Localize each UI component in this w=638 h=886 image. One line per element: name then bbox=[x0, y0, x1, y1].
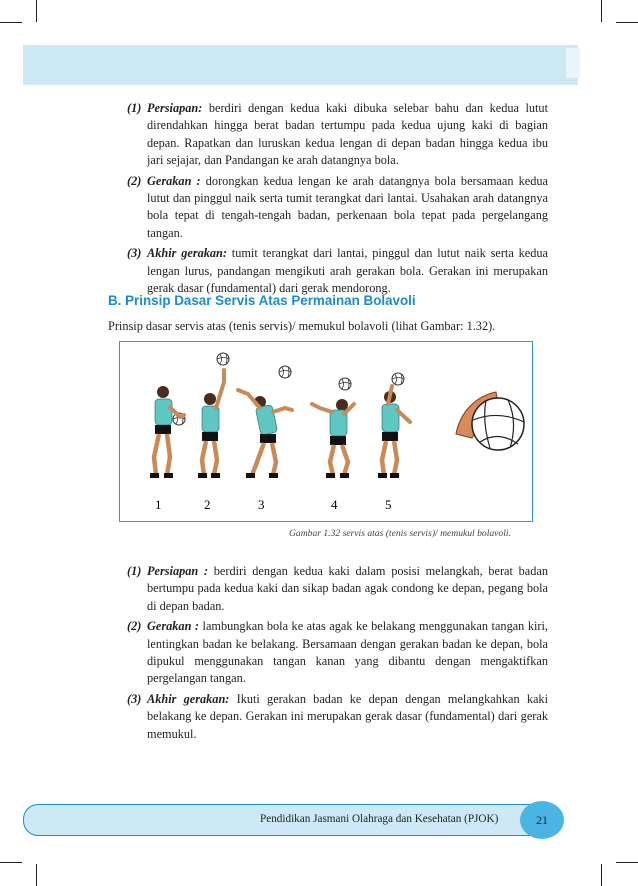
player-figure-4 bbox=[312, 399, 354, 478]
step-number: (2) bbox=[127, 619, 142, 634]
step-text: lambungkan bola ke atas agak ke belakang menggunakan tangan kiri, lentingkan badan ke belakang. Bersamaan dengan gerakan badan ke depan, bola dipukul menggunakan tangan kanan yang dibantu dengan mengaktifkan pergelangan tangan. bbox=[147, 619, 548, 686]
step-heading: Akhir gerakan: bbox=[147, 246, 227, 261]
step-label-3: 3 bbox=[258, 497, 265, 512]
list-item bbox=[128, 563, 548, 615]
step-label-2: 2 bbox=[204, 497, 211, 512]
step-text: berdiri dengan kedua kaki dalam posisi melangkah, berat badan bertumpu pada kedua kaki dan sikap badan agak condong ke depan, pegang bola di depan badan. bbox=[147, 564, 548, 613]
crop-mark bbox=[601, 864, 602, 886]
list-item bbox=[128, 691, 548, 743]
ball-icon bbox=[339, 378, 351, 390]
hand-hitting-ball-closeup bbox=[456, 392, 524, 450]
step-heading: Akhir gerakan: bbox=[147, 691, 230, 706]
step-label-1: 1 bbox=[155, 497, 162, 512]
page-number: 21 bbox=[536, 812, 548, 827]
step-number: (1) bbox=[127, 101, 142, 115]
footer-title: Pendidikan Jasmani Olahraga dan Kesehatan (PJOK) bbox=[260, 813, 499, 825]
step-heading: Persiapan : bbox=[147, 564, 209, 578]
step-text: Ikuti gerakan badan ke depan dengan melangkahkan kaki belakang ke depan. Gerakan ini merupakan gerak dasar (fundamental) dari gerak memukul. bbox=[147, 691, 548, 741]
crop-mark bbox=[616, 862, 638, 863]
figure-caption: Gambar 1.32 servis atas (tenis servis)/ memukul bolavoli. bbox=[289, 528, 511, 539]
header-band bbox=[23, 45, 578, 85]
step-heading: Persiapan: bbox=[147, 101, 203, 115]
step-text: dorongkan kedua lengan ke arah datangnya bola bersamaan kedua lutut dan pinggul naik serta tumit terangkat dari lantai. Usahakan arah datangnya bola tepat di tengah-tengah badan, perkenaan bola tepat pada pergelangang tangan. bbox=[147, 173, 548, 240]
player-figure-5 bbox=[378, 386, 410, 478]
list-item bbox=[128, 618, 548, 688]
list-item bbox=[128, 245, 548, 297]
ball-icon bbox=[279, 366, 291, 378]
section-b-steps bbox=[128, 563, 548, 746]
player-figure-2 bbox=[198, 370, 224, 478]
list-item bbox=[128, 173, 548, 243]
step-number: (2) bbox=[127, 173, 142, 188]
section-intro: Prinsip dasar servis atas (tenis servis)/ memukul bolavoli (lihat Gambar: 1.32). bbox=[108, 319, 496, 333]
crop-mark bbox=[601, 0, 602, 22]
step-text: berdiri dengan kedua kaki dibuka selebar bahu dan kedua lutut direndahkan hingga berat badan tertumpu pada kedua ujung kaki di bagian depan. Rapatkan dan luruskan kedua lengan di depan badan hingga kedua ibu jari sejajar, dan Pandangan ke arah datangnya bola. bbox=[147, 101, 548, 168]
crop-mark bbox=[616, 22, 638, 23]
step-number: (3) bbox=[127, 691, 142, 706]
step-label-5: 5 bbox=[385, 497, 392, 512]
step-number: (3) bbox=[127, 246, 142, 261]
section-heading: B. Prinsip Dasar Servis Atas Permainan Bolavoli bbox=[108, 293, 416, 308]
crop-mark bbox=[36, 864, 37, 886]
crop-mark bbox=[36, 0, 37, 22]
step-number: (1) bbox=[127, 564, 142, 578]
step-heading: Gerakan : bbox=[147, 173, 201, 188]
ball-icon bbox=[392, 373, 404, 385]
crop-mark bbox=[0, 22, 22, 23]
ball-icon bbox=[217, 353, 229, 365]
page-number-badge bbox=[520, 801, 564, 839]
list-item bbox=[128, 100, 548, 170]
serve-illustration bbox=[120, 342, 532, 521]
section-a-steps bbox=[128, 100, 548, 300]
player-figure-3 bbox=[238, 390, 292, 478]
step-label-4: 4 bbox=[331, 497, 338, 512]
step-heading: Gerakan : bbox=[147, 619, 200, 634]
step-text: tumit terangkat dari lantai, pinggul dan lutut naik serta kedua lengan lurus, pandangan mengikuti arah gerakan bola. Gerakan ini merupakan gerak dasar (fundamental) dari gerak mendorong. bbox=[147, 246, 548, 296]
figure-frame bbox=[119, 341, 533, 522]
player-figure-1 bbox=[150, 386, 184, 478]
header-band-accent bbox=[566, 48, 580, 78]
crop-mark bbox=[0, 862, 22, 863]
